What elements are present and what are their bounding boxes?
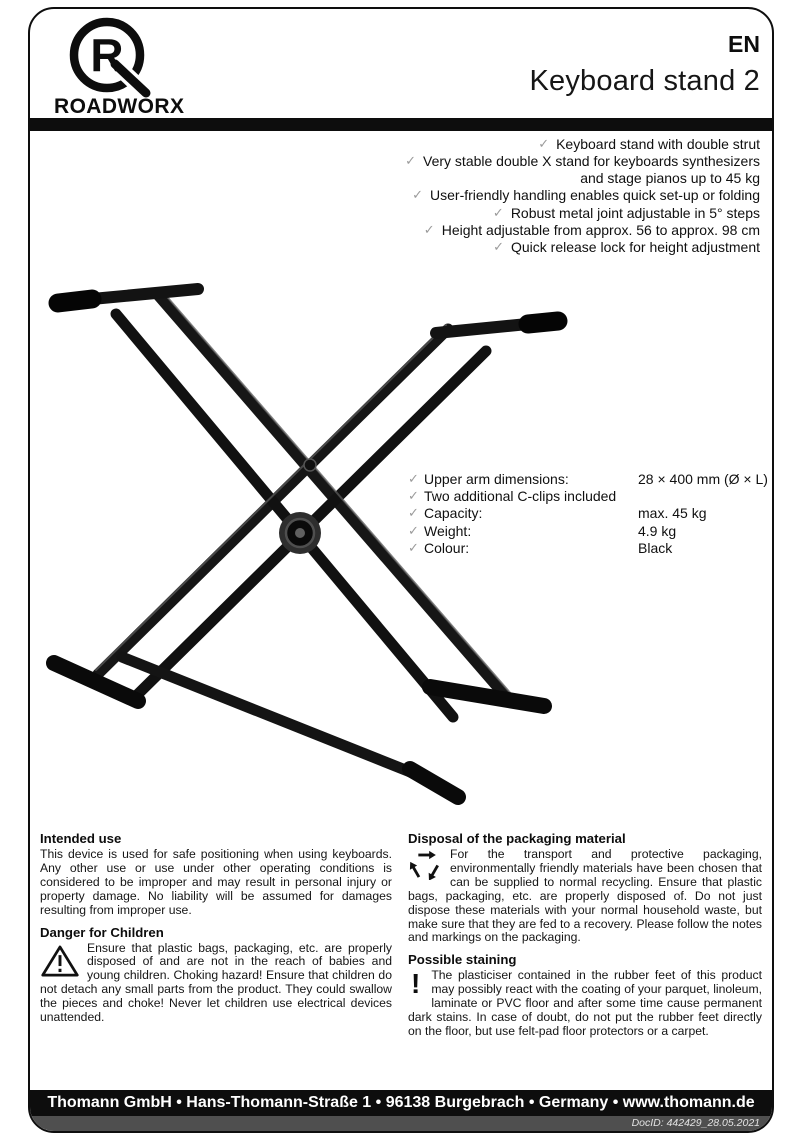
product-title: Keyboard stand 2 (529, 65, 760, 97)
check-icon: ✓ (493, 239, 504, 255)
feature-item (412, 187, 760, 203)
danger-children-text (40, 942, 392, 1025)
intended-use-heading: Intended use (40, 831, 122, 846)
feature-list (405, 136, 760, 256)
check-icon: ✓ (408, 539, 419, 555)
spec-value (638, 488, 768, 505)
intended-use-text: This device is used for safe positioning when using keyboards. Any other use or use under other operating conditions is considered to be improper and may result in personal injury or property damage. No liability will be assumed for damages resulting from improper use. (40, 847, 392, 917)
staining-body: The plasticiser contained in the rubber feet of this product may possibly react with the coating of your parquet, linoleum, laminate or PVC floor and after some time cause permanent dark stains. In case of doubt, do not put the rubber feet directly on the floor, but use felt-pad floor protectors or a carpet. (408, 968, 762, 1038)
roadworx-logo-mark (62, 15, 154, 99)
doc-id: DocID: 442429_28.05.2021 (30, 1116, 772, 1131)
check-icon: ✓ (405, 153, 417, 169)
check-icon: ✓ (492, 204, 504, 220)
disposal-heading: Disposal of the packaging material (408, 831, 626, 846)
feature-text: Quick release lock for height adjustment (510, 239, 760, 256)
spec-row (408, 540, 768, 557)
staining-heading: Possible staining (408, 952, 517, 968)
feature-text: User-friendly handling enables quick set-up or folding (430, 187, 760, 204)
svg-text:R: R (90, 29, 124, 81)
check-icon: ✓ (408, 471, 419, 486)
info-column-left (40, 831, 392, 1046)
check-icon: ✓ (538, 136, 550, 151)
feature-text: Height adjustable from approx. 56 to approx. 98 cm (441, 222, 760, 239)
check-icon: ✓ (408, 505, 419, 521)
danger-children-body: Ensure that plastic bags, packaging, etc. are properly disposed of and are not in the reach of babies and young children. Choking hazard! Ensure that children do not detach any small parts from the product. They could swallow the pieces and choke! Never let children use electrical devices unattended. (40, 940, 392, 1025)
spec-value: 28 × 400 mm (Ø × L) (638, 471, 768, 487)
check-icon: ✓ (408, 522, 419, 538)
check-icon: ✓ (412, 187, 424, 203)
spec-label: Upper arm dimensions: (424, 471, 569, 487)
feature-item (493, 239, 760, 255)
footer-address: Thomann GmbH • Hans-Thomann-Straße 1 • 96138 Burgebrach • Germany • www.thomann.de (30, 1090, 772, 1116)
staining-text (408, 969, 762, 1039)
disposal-text (408, 848, 762, 945)
spec-row (408, 471, 768, 488)
feature-item (493, 205, 760, 221)
recycle-icon (408, 850, 442, 880)
disposal-body: For the transport and protective packaging, environmentally friendly materials have been chosen that can be supplied to normal recycling. Ensure that plastic bags, packaging, etc. are properly disposed of. Do not just dispose these materials with your normal household waste, but make sure that they are fed to a recovery. Please follow the notes and markings on the packaging. (408, 847, 762, 945)
spec-value: 4.9 kg (638, 522, 677, 539)
spec-label: Weight: (424, 522, 472, 539)
roadworx-logo (54, 15, 204, 119)
feature-text: Robust metal joint adjustable in 5° steps (510, 204, 760, 221)
info-section (40, 831, 762, 1046)
spec-row (408, 505, 768, 522)
datasheet-page (28, 7, 774, 1133)
feature-item (405, 153, 760, 186)
spec-row (408, 523, 768, 540)
spec-value: max. 45 kg (638, 505, 707, 522)
danger-children-heading: Danger for Children (40, 924, 164, 940)
spec-label: Two additional C-clips included (424, 488, 617, 505)
spec-row (408, 488, 768, 505)
language-code: EN (728, 31, 760, 57)
spec-list (408, 471, 768, 557)
warning-triangle-icon (40, 944, 80, 979)
brand-name: ROADWORX (54, 95, 185, 118)
feature-item (424, 222, 760, 238)
spec-value: Black (638, 539, 673, 556)
feature-item (538, 136, 760, 152)
feature-text: Very stable double X stand for keyboards synthesizers and stage pianos up to 45 kg (423, 153, 760, 186)
check-icon: ✓ (423, 222, 435, 238)
spec-label: Capacity: (424, 505, 483, 522)
spec-label: Colour: (424, 539, 470, 556)
info-column-right (408, 831, 762, 1046)
check-icon: ✓ (408, 488, 419, 504)
header-divider (30, 118, 772, 131)
feature-text: Keyboard stand with double strut (556, 136, 760, 152)
exclamation-icon: ! (411, 968, 421, 1000)
